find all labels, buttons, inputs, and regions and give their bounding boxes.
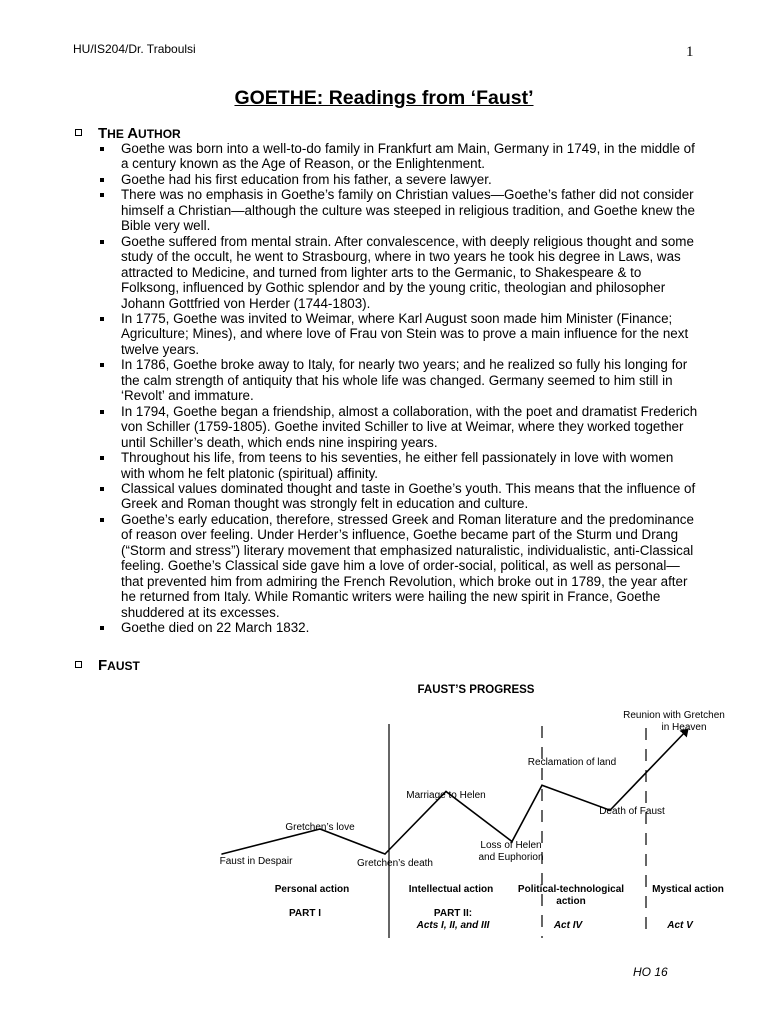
data-label-euphorion: and Euphorion [478, 852, 544, 863]
list-item: Goethe suffered from mental strain. After convalescence, with deeply religious thought and some study of the occult, he went to Strasbourg, where in two years he took his degree in Laws, was attracted to Medicine, and turned from lighter arts to the Germanic, to Shakespeare & to Folksong, influenced by Gothic splendor and by the young critic, theologian and philosopher Johann Gottfried von Herder (1744-1803). [100, 234, 700, 311]
page-number: 1 [686, 44, 694, 60]
list-item: In 1794, Goethe began a friendship, almost a collaboration, with the poet and dramatist Frederich von Schiller (1759-1805). Goethe invited Schiller to live at Weimar, where they worked together until Schiller’s death, which ends nine inspiring years. [100, 404, 700, 450]
phase-action-label: Political-technological [517, 884, 625, 895]
section-heading-author [75, 125, 181, 142]
list-item: Goethe’s early education, therefore, stressed Greek and Roman literature and the predominance of reason over feeling. Under Herder’s influence, Goethe became part of the Sturm und Drang (“Storm and stress”) literary movement that emphasized naturalistic, individualistic, anti-Classical feeling. Goethe’s Classical side gave him a love of order-social, political, as well as personal—that prevented him from admiring the French Revolution, which broke out in 1789, the year after he returned from Italy. While Romantic writers were hailing the new spirit in France, Goethe shuddered at its excesses. [100, 512, 700, 620]
list-item: In 1775, Goethe was invited to Weimar, where Karl August soon made him Minister (Finance; Agriculture; Mines), and where love of Frau von Stein was to prove a main influence for the next twelve years. [100, 311, 700, 357]
chart-title: FAUST’S PROGRESS [417, 684, 535, 696]
list-item: There was no emphasis in Goethe’s family on Christian values—Goethe’s father did not consider himself a Christian—although the culture was steeped in religious tradition, and Goethe knew the Bible very well. [100, 187, 700, 233]
list-item: Goethe had his first education from his father, a severe lawyer. [100, 172, 700, 187]
data-label-reclamation: Reclamation of land [527, 757, 617, 768]
heading-initial: F [98, 657, 108, 674]
heading-initial: A [127, 125, 139, 142]
data-label-heaven: in Heaven [661, 722, 707, 733]
list-item: Goethe died on 22 March 1832. [100, 620, 700, 635]
heading-rest: HE [107, 127, 128, 141]
document-title: GOETHE: Readings from ‘Faust’ [234, 87, 534, 109]
data-label-death-faust: Death of Faust [599, 806, 665, 817]
faust-progress-chart [0, 676, 768, 946]
phase-part-label: PART II: [433, 908, 473, 919]
section-heading-faust [75, 657, 140, 674]
chart-point [541, 784, 543, 786]
heading-rest: UTHOR [138, 127, 181, 141]
phase-action-label: Mystical action [652, 884, 724, 895]
chart-point [384, 853, 386, 855]
chart-point [221, 853, 223, 855]
list-item: Classical values dominated thought and taste in Goethe’s youth. This means that the influence of Greek and Roman thought was strongly felt in education and culture. [100, 481, 700, 512]
phase-part-label: PART I [288, 908, 322, 919]
heading-rest: AUST [107, 659, 140, 673]
data-label-despair: Faust in Despair [219, 856, 293, 867]
checkbox-bullet-icon [75, 661, 82, 668]
data-label-marriage-helen: Marriage to Helen [406, 790, 486, 801]
data-label-loss-helen: Loss of Helen [480, 840, 542, 851]
list-item: Throughout his life, from teens to his seventies, he either fell passionately in love with women with whom he felt platonic (spiritual) affinity. [100, 450, 700, 481]
phase-part-label: Act V [667, 920, 693, 931]
course-header: HU/IS204/Dr. Traboulsi [73, 42, 196, 56]
heading-initial: T [98, 125, 108, 142]
phase-action-label: Personal action [274, 884, 350, 895]
chart-svg [0, 676, 768, 946]
data-label-gretchens-love: Gretchen’s love [285, 822, 355, 833]
checkbox-bullet-icon [75, 129, 82, 136]
author-bullet-list [100, 141, 700, 636]
phase-captions [275, 884, 724, 931]
data-label-reunion: Reunion with Gretchen [623, 710, 725, 721]
list-item: Goethe was born into a well-to-do family in Frankfurt am Main, Germany in 1749, in the middle of a century known as the Age of Reason, or the Enlightenment. [100, 141, 700, 172]
phase-part-label: Acts I, II, and III [416, 920, 490, 931]
data-label-gretchens-death: Gretchen’s death [357, 858, 433, 869]
phase-part-label: Act IV [553, 920, 583, 931]
phase-action-label: Intellectual action [408, 884, 494, 895]
handout-number: HO 16 [633, 965, 668, 979]
list-item: In 1786, Goethe broke away to Italy, for nearly two years; and he realized so fully his longing for the calm strength of antiquity that his whole life was changed. Germany seemed to him still in ‘Revolt’ and immature. [100, 357, 700, 403]
point-labels [220, 710, 725, 869]
phase-action-label: action [556, 896, 586, 907]
